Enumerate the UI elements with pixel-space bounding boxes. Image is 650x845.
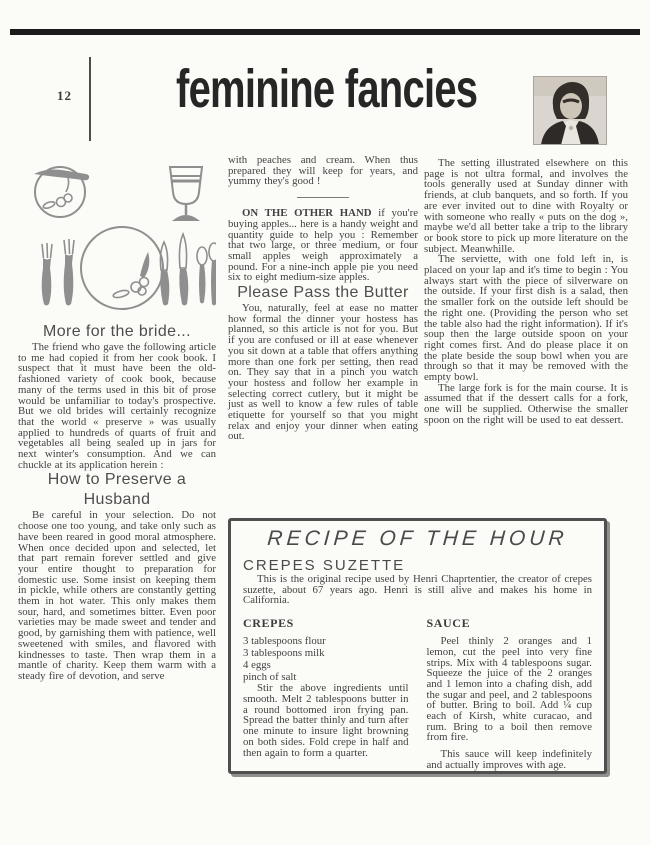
sauce-column [427, 610, 593, 770]
recipe-of-the-hour-box [228, 518, 607, 774]
sauce-method: Peel thinly 2 oranges and 1 lemon, cut the peel into very fine strips. Mix with 4 tablespoons sugar. Squeeze the juice of the 2 oranges and 1 lemon into a chafing dish, add the sugar and peel, and 2 tablespoons of butter. Bring to boil. Add ¼ cup each of Kirsh, white curacao, and rum. Bring to a boil then remove from fire. [426, 635, 592, 744]
heading-how-to-preserve-a-husband: How to Preserve a Husband [47, 471, 187, 509]
ingredient-line: 3 tablespoons milk [243, 646, 325, 659]
bride-article-text: The friend who gave the following article to me had copied it from her cook book. I suspect that it must have been the old-fashioned variety of cook book, because many of the terms used in this bit of prose would be unfamiliar to today's prospective. But we old brides will certainly recognize that the world « preserve » was usually applied to hundreds of quarts of fruit and vegetables all being sealed up in jars for next winter's consumption. And we can chuckle at its application herein : [18, 341, 216, 471]
ingredient-line: 4 eggs [243, 658, 271, 671]
crepes-column [243, 610, 409, 770]
left-column [18, 152, 216, 682]
sauce-note: This sauce will keep indefinitely and actually improves with age. [426, 748, 592, 771]
recipe-title: CREPES SUZETTE [243, 557, 406, 574]
serviette-paragraph: The serviette, with one fold left in, is placed on your lap and it's time to begin : You always start with the piece of silverware on the outside. If your first dish is a salad, then the smaller fork on the outside left should be the right one. (Providing the person who set the table also had the right information). If it's soup then the large outside spoon on your right comes first. And do please place it on the plate beside the soup bowl when you are through so that it may be removed with the empty bowl. [424, 253, 628, 384]
sauce-heading: SAUCE [426, 616, 471, 631]
recipe-columns [243, 610, 592, 770]
ingredient-line: 3 tablespoons flour [243, 635, 326, 648]
crepes-heading: CREPES [243, 616, 294, 631]
recipe-intro: This is the original recipe used by Henri Chaprtentier, the creator of crepes suzette, about 67 years ago. Henri is still alive and makes his home in California. [243, 573, 592, 607]
setting-paragraph: The setting illustrated elsewhere on this page is not ultra formal, and involves the tools generally used at Sunday dinner with friends, at club banquets, and so forth. If you are ever invited out to dine with Royalty or with someone who really « puts on the dog », maybe we'd all better take a trip to the library or book store to pick up more literature on the subject. Meanwhille. [424, 157, 628, 255]
heading-more-for-the-bride: More for the bride... [42, 323, 192, 340]
paragraph-lead: ON THE OTHER HAND [242, 207, 372, 220]
page-number: 12 [57, 88, 72, 103]
paragraph-rest: if you're buying apples... here is a handy weight and quantity guide to help you : Remember that two large, or three medium, or four small apples weigh approximately a pound. For a nine-inch apple pie you need six to eight medium-size apples. [228, 207, 418, 284]
preserve-husband-text: Be careful in your selection. Do not choose one too young, and take only such as have been reared in good moral atmosphere. When once decided upon and selected, let that part remain forever settled and give your entire thought to preparation for domestic use. Some insist on keeping them in pickle, while others are constantly getting them in hot water. This only makes them sour, hard, and sometimes bitter. Even poor varieties may be made sweet and tender and good, by garnishing them with patience, well sweetened with smiles, and flavored with kindnesses to taste. Then wrap them in a mantle of charity. Keep them warm with a steady fire of devotion, and serve [18, 509, 216, 682]
section-divider [297, 197, 349, 198]
columnist-portrait-photo [533, 76, 607, 145]
ingredient-line: pinch of salt [243, 670, 297, 683]
recipe-banner: RECIPE OF THE HOUR [266, 527, 569, 550]
peaches-paragraph: with peaches and cream. When thus prepared they will keep for years, and yummy they's good ! [228, 154, 418, 188]
top-rule [10, 29, 640, 35]
right-column [424, 158, 628, 426]
masthead-title: feminine fancies [176, 59, 478, 119]
butter-article-text: You, naturally, feel at ease no matter how formal the dinner your hostess has planned, so this article is not for you. But if you are confused or ill at ease whenever you sit down at a table that offers anything more than one fork per setting, then read on. They say that in a pinch you watch your hostess and follow her example in selecting correct cutlery, but it might be just as well to know a few rules of table etiquette for yourself so that you might relax and enjoy your dinner when eating out. [228, 302, 418, 443]
portrait-image [533, 76, 607, 145]
crepes-method: Stir the above ingredients until smooth. Melt 2 tablespoons butter in a round bottomed iron frying pan. Spread the batter thinly and turn after one minute to insure light browning on both sides. Fold crepe in half and then again to form a quarter. [243, 682, 409, 759]
large-fork-paragraph: The large fork is for the main course. It is assumed that if the dessert calls for a fork, one will be supplied. Otherwise the smaller spoon on the right will be used to eat dessert. [424, 381, 628, 426]
heading-please-pass-the-butter: Please Pass the Butter [237, 284, 409, 302]
masthead-divider [89, 57, 91, 141]
table-setting-illustration [18, 152, 216, 310]
apples-paragraph [228, 208, 418, 283]
middle-column [228, 155, 418, 442]
